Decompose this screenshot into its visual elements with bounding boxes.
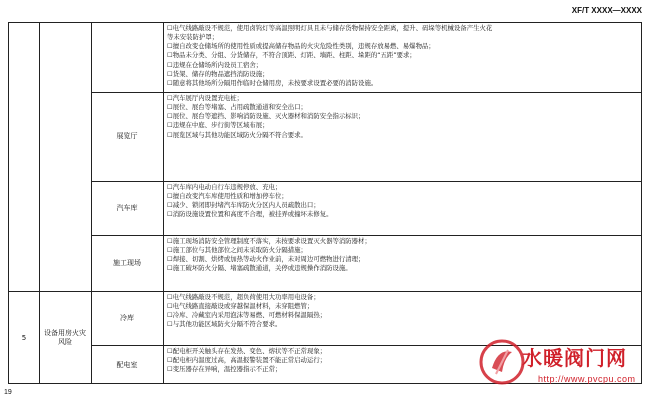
section-items-cold-storage bbox=[167, 293, 637, 330]
hazard-item: ☐配电柜开关触头存在发热、变色、熔状等不正常现象； bbox=[167, 347, 327, 355]
section-divider-3 bbox=[91, 235, 641, 236]
hazard-item: ☐电气线路敲设不规范，超负荷使用大功率用电设备； bbox=[167, 293, 320, 301]
hazard-item: ☐违规在中庭、步行街等区域布展； bbox=[167, 121, 269, 130]
hazard-item: ☐与其他功能区域防火分隔不符合要求。 bbox=[167, 320, 282, 329]
section-label-cold-storage: 冷库 bbox=[120, 313, 134, 322]
hazard-item: ☐电气线路直接敲设或穿越保温材料，未穿阻燃管； bbox=[167, 302, 314, 311]
hazard-item: ☐随意将其他场所分隔用作临时仓储用房，未按要求设置必要的消防设施。 bbox=[167, 78, 378, 87]
hazard-table bbox=[8, 22, 642, 384]
hazard-item: ☐电气线路敲设不规范，使用卤钨灯等高温照明灯具且未与储存货物保持安全距离，提升、码垛等机械设备产生火花 bbox=[167, 24, 493, 32]
section-divider-1 bbox=[91, 92, 641, 93]
site-watermark bbox=[478, 338, 646, 396]
hazard-item: 等未安装防护罩； bbox=[167, 33, 219, 42]
section-label-exhibition-hall: 展览厅 bbox=[116, 132, 138, 140]
hazard-item: ☐施工部位与其他部位之间未采取防火分隔措施； bbox=[167, 246, 307, 255]
section-items-exhibition-hall bbox=[167, 94, 637, 140]
section-divider-2 bbox=[91, 181, 641, 182]
section-items-warehouse bbox=[167, 24, 637, 88]
hazard-item: ☐展位、展台等遮挡、影响消防设施、灭火器材和消防安全指示标识； bbox=[167, 112, 365, 121]
hazard-item: ☐擅自改变汽车库使用性质和增加停车位； bbox=[167, 192, 288, 201]
page-number: 19 bbox=[4, 389, 12, 396]
hazard-item: ☐违规在仓储场所内设员工宿舍； bbox=[167, 60, 263, 69]
column-divider-3 bbox=[163, 23, 164, 383]
hazard-item: ☐货架、储存的物品遮挡消防设施； bbox=[167, 69, 269, 78]
watermark-title: 水暖阀门网 bbox=[522, 346, 627, 370]
hazard-item: ☐物品未分类、分组、分货储存，不符合顶距、灯距、墙距、柱距、垛距的“五距”要求； bbox=[167, 51, 416, 60]
hazard-item: ☐变压器存在异响，温控器指示不正常； bbox=[167, 365, 282, 374]
hazard-item: ☐消防设施设置位置和高度不合理，被挂弄或撞坏未修复。 bbox=[167, 210, 333, 219]
faucet-logo-icon bbox=[478, 338, 526, 386]
section-label-power-room: 配电室 bbox=[116, 360, 138, 369]
category-label: 设备用房火灾风险 bbox=[44, 329, 86, 346]
hazard-item: ☐汽车库内电动自行车违规停放、充电； bbox=[167, 183, 282, 191]
hazard-item: ☐汽车展厅内设置充电桩； bbox=[167, 94, 244, 102]
hazard-item: ☐配电柜内温度过高，高温报警装置不能正常启动运行； bbox=[167, 356, 327, 365]
hazard-item: ☐展览区域与其他功能区域防火分隔不符合要求。 bbox=[167, 130, 307, 139]
section-label-construction-site: 施工现场 bbox=[113, 258, 141, 267]
watermark-url[interactable]: http://www.pvcpu.com bbox=[538, 374, 636, 384]
hazard-item: ☐焊接、切割、烘烤或加热等动火作业前，未对周边可燃物进行清理； bbox=[167, 255, 365, 264]
section-items-construction-site bbox=[167, 237, 637, 274]
section-items-garage bbox=[167, 183, 637, 220]
hazard-item: ☐擅自改变仓储场所的使用性质或提高储存物品的火灾危险性类别，违规存放易燃、易爆物品； bbox=[167, 42, 435, 51]
hazard-item: ☐冷库、冷藏室内采用泡沫等易燃、可燃材料保温隔热； bbox=[167, 311, 327, 320]
hazard-item: ☐施工破坏防火分隔、堵塞疏散通道，关停或违规操作消防设施。 bbox=[167, 264, 352, 273]
hazard-item: ☐减少、锁闭即封堵汽车库防火分区内人员疏散出口； bbox=[167, 201, 320, 210]
document-code: XF/T XXXX—XXXX bbox=[571, 6, 642, 15]
hazard-item: ☐施工现场消防安全管理制度不落实，未按要求设置灭火器等消防器材； bbox=[167, 237, 371, 245]
section-label-garage: 汽车库 bbox=[116, 203, 138, 212]
row-number: 5 bbox=[21, 333, 27, 342]
hazard-item: ☐展位、展台等堵塞、占用疏散通道和安全出口； bbox=[167, 103, 307, 112]
